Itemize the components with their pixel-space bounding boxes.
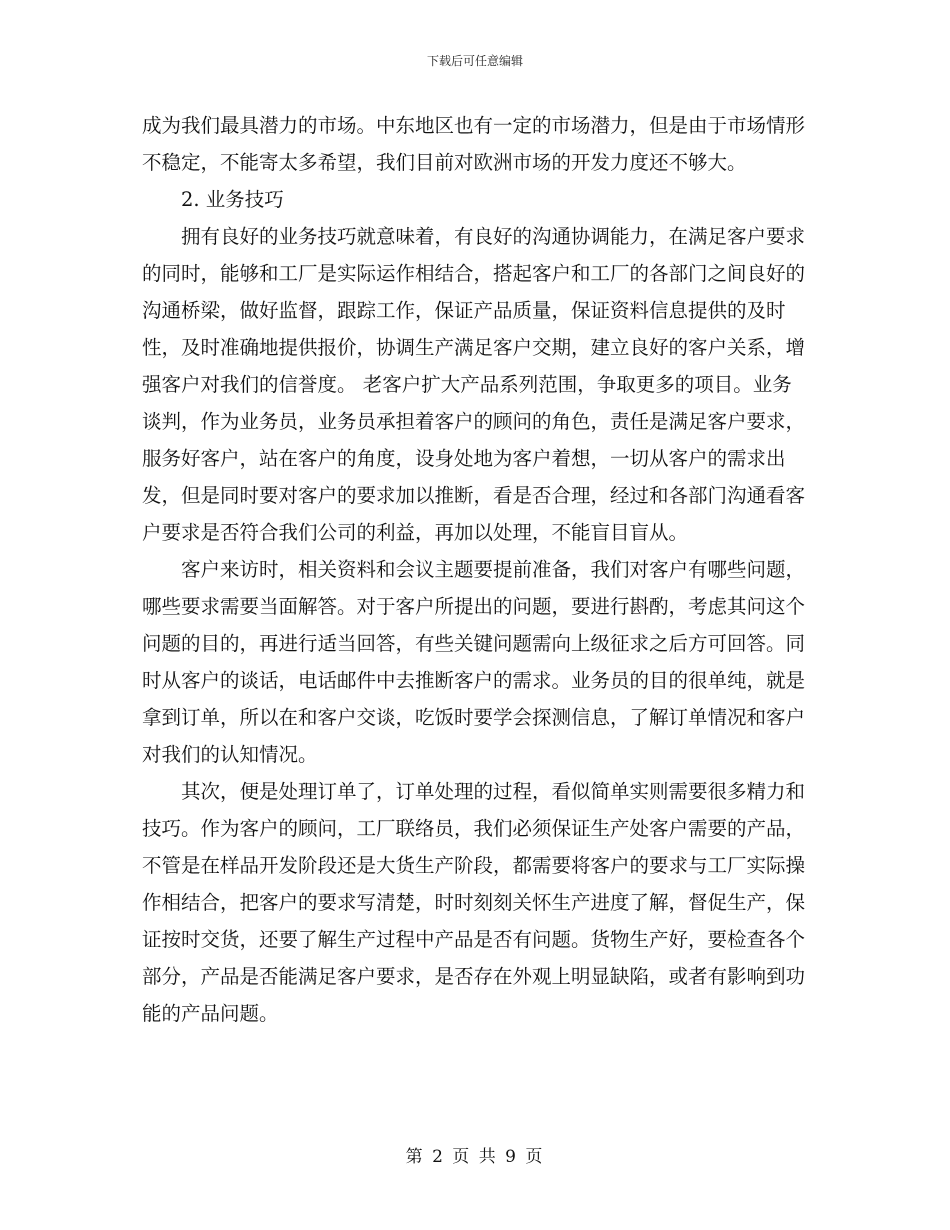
- section-heading: 2. 业务技巧: [181, 188, 284, 211]
- paragraph-order-processing: 其次，便是处理订单了，订单处理的过程，看似简单实则需要很多精力和技巧。作为客户的顾问，工厂联络员，我们必须保证生产处客户需要的产品，不管是在样品开发阶段还是大货生产阶段，都需要将客户的要求与工厂实际操作相结合，把客户的要求写清楚，时时刻刻关怀生产进度了解，督促生产，保证按时交货，还要了解生产过程中产品是否有问题。货物生产好，要检查各个部分，产品是否能满足客户要求，是否存在外观上明显缺陷，或者有影响到功能的产品问题。: [142, 780, 806, 1025]
- page-footer: 第 2 页 共 9 页: [405, 1147, 545, 1167]
- paragraph-business-skills: 拥有良好的业务技巧就意味着，有良好的沟通协调能力，在满足客户要求的同时，能够和工厂是实际运作相结合，搭起客户和工厂的各部门之间良好的沟通桥梁，做好监督，跟踪工作，保证产品质量，保证资料信息提供的及时性，及时准确地提供报价，协调生产满足客户交期，建立良好的客户关系，增强客户对我们的信誉度。 老客户扩大产品系列范围，争取更多的项目。业务谈判，作为业务员，业务员承担着客户的顾问的角色，责任是满足客户要求，服务好客户，站在客户的角度，设身处地为客户着想，一切从客户的需求出发，但是同时要对客户的要求加以推断，看是否合理，经过和各部门沟通看客户要求是否符合我们公司的利益，再加以处理，不能盲目盲从。: [142, 225, 806, 544]
- page-header: 下载后可任意编辑: [426, 54, 523, 68]
- document-body: [142, 107, 808, 1032]
- paragraph-client-visits: 客户来访时，相关资料和会议主题要提前准备，我们对客户有哪些问题，哪些要求需要当面解答。对于客户所提出的问题，要进行斟酌，考虑其问这个问题的目的，再进行适当回答，有些关键问题需向上级征求之后方可回答。同时从客户的谈话，电话邮件中去推断客户的需求。业务员的目的很单纯，就是拿到订单，所以在和客户交谈，吃饭时要学会探测信息，了解订单情况和客户对我们的认知情况。: [142, 558, 806, 766]
- paragraph-continued: 成为我们最具潜力的市场。中东地区也有一定的市场潜力，但是由于市场情形不稳定，不能寄太多希望，我们目前对欧洲市场的开发力度还不够大。: [142, 114, 806, 174]
